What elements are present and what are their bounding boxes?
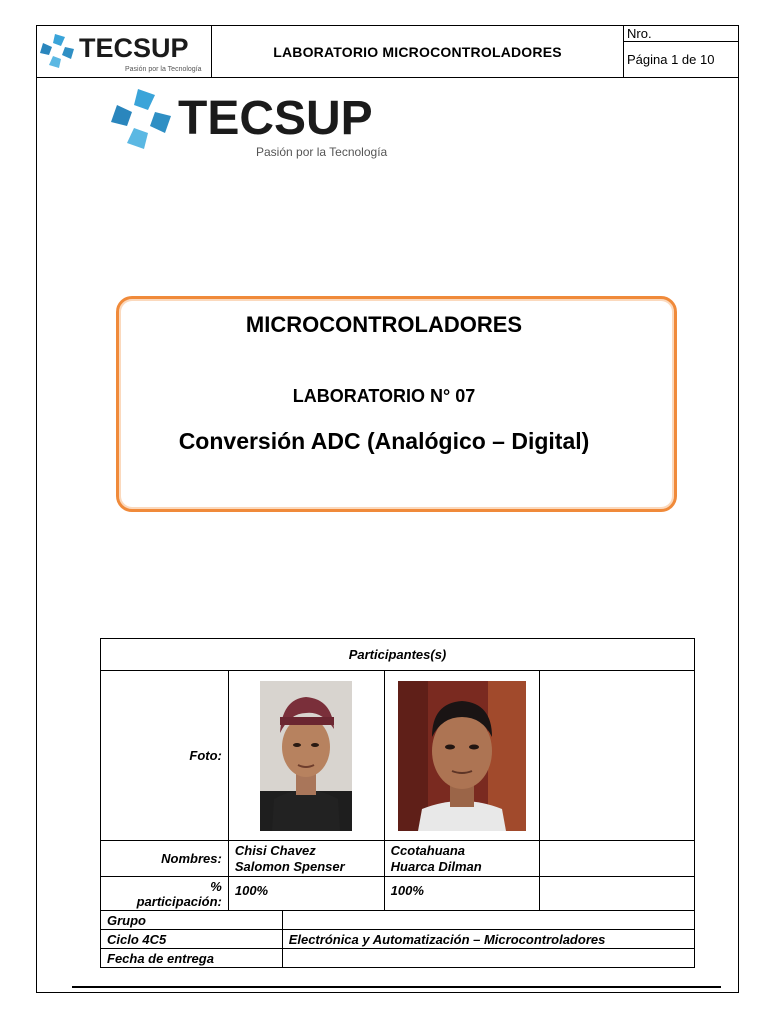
- header-logo: [37, 26, 212, 77]
- course-title: MICROCONTROLADORES: [245, 312, 523, 337]
- participation-label-line1: %: [210, 878, 222, 894]
- photo-label: Foto:: [101, 671, 229, 841]
- lab-topic: Conversión ADC (Analógico – Digital): [178, 428, 590, 454]
- participation-value-3: [539, 877, 694, 911]
- participant-2-name-line1: Ccotahuana: [390, 842, 466, 858]
- participant-1-name-line1: Chisi Chavez: [234, 842, 316, 858]
- group-label: Grupo: [101, 911, 283, 930]
- participants-heading: Participantes(s): [101, 639, 695, 671]
- cover-logo: [108, 86, 388, 160]
- participation-label-line2: participación:: [136, 893, 222, 909]
- names-row: [101, 841, 695, 877]
- cover-brand-text: TECSUP: [178, 92, 373, 145]
- participant-photo-2: [398, 681, 526, 831]
- group-row: [101, 911, 695, 930]
- group-value: [282, 911, 694, 930]
- name-cell-1: [228, 841, 384, 877]
- nro-field: Nro.: [624, 26, 738, 42]
- cycle-value: Electrónica y Automatización – Microcontroladores: [282, 930, 694, 949]
- photo-cell-2: [384, 671, 539, 841]
- names-label: Nombres:: [101, 841, 229, 877]
- name-cell-2: [384, 841, 539, 877]
- photo-row: [101, 671, 695, 841]
- participation-label: [101, 877, 229, 911]
- participation-row: [101, 877, 695, 911]
- header-tagline-text: Pasión por la Tecnología: [125, 66, 202, 73]
- document-header: [36, 25, 739, 78]
- date-label: Fecha de entrega: [101, 949, 283, 968]
- page-number: Página 1 de 10: [627, 52, 715, 67]
- name-cell-3: [539, 841, 694, 877]
- participant-photo-1: [260, 681, 352, 831]
- header-title: LABORATORIO MICROCONTROLADORES: [273, 43, 562, 60]
- photo-cell-1: [228, 671, 384, 841]
- lab-number: LABORATORIO N° 07: [292, 386, 476, 406]
- participation-value-1: 100%: [228, 877, 384, 911]
- photo-cell-3: [539, 671, 694, 841]
- participants-table: [100, 638, 695, 911]
- cycle-label: Ciclo 4C5: [101, 930, 283, 949]
- footer-rule: [72, 986, 721, 988]
- header-brand-text: TECSUP: [79, 33, 189, 63]
- participation-value-2: 100%: [384, 877, 539, 911]
- date-row: [101, 949, 695, 968]
- participant-1-name-line2: Salomon Spenser: [234, 858, 345, 874]
- date-value: [282, 949, 694, 968]
- cover-tagline-text: Pasión por la Tecnología: [256, 145, 388, 159]
- participants-heading-row: [101, 639, 695, 671]
- header-meta: [623, 26, 738, 77]
- participant-2-name-line2: Huarca Dilman: [390, 858, 482, 874]
- cycle-row: [101, 930, 695, 949]
- group-info-table: [100, 910, 695, 968]
